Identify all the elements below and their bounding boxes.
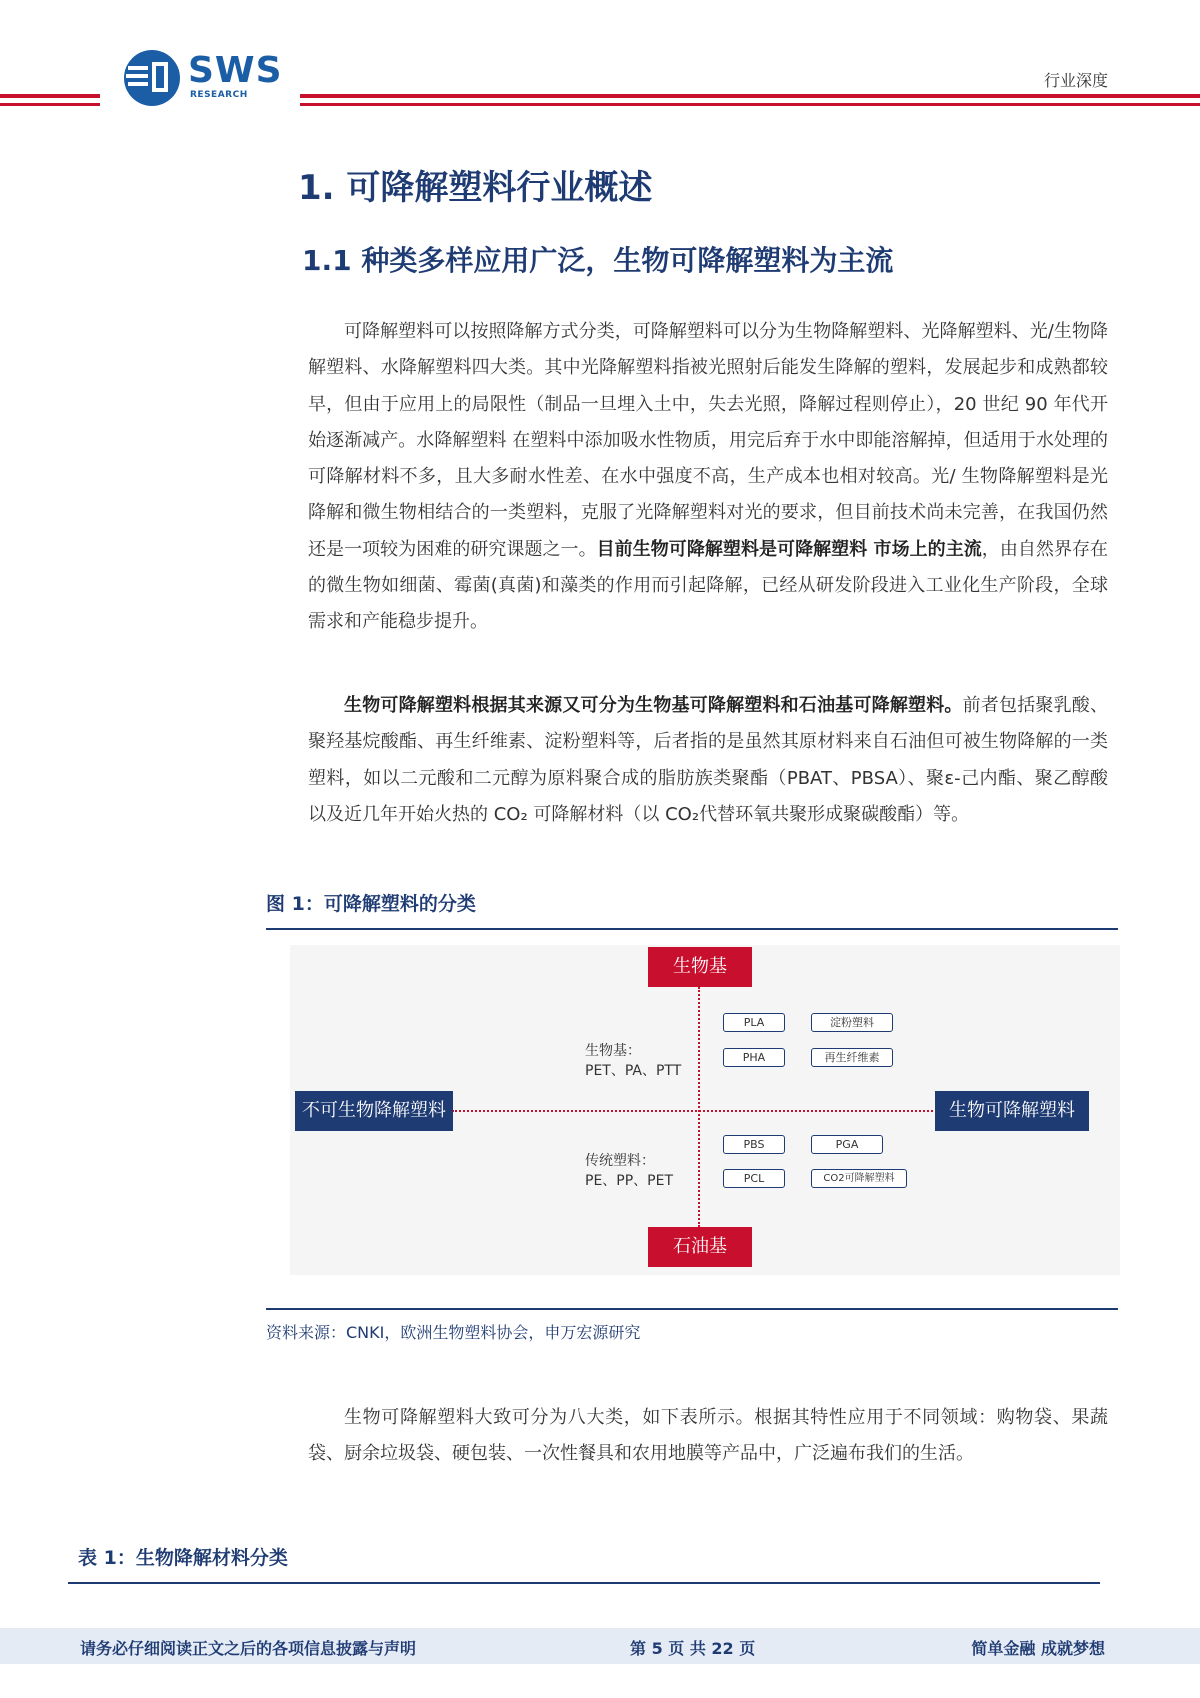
paragraph-3-text: 生物可降解塑料大致可分为八大类，如下表所示。根据其特性应用于不同领域：购物袋、果蔬袋、厨余垃圾袋、硬包装、一次性餐具和农用地膜等产品中，广泛遍布我们的生活。 bbox=[308, 1407, 1108, 1465]
box-pla: PLA bbox=[723, 1013, 785, 1032]
bio-based-title: 生物基： bbox=[585, 1043, 641, 1059]
footer-page-number: 第 5 页 共 22 页 bbox=[630, 1639, 756, 1658]
node-bio-based: 生物基 bbox=[648, 947, 752, 987]
traditional-title: 传统塑料： bbox=[585, 1153, 655, 1169]
figure-top-rule bbox=[266, 928, 1118, 930]
paragraph-2-bold: 生物可降解塑料根据其来源又可分为生物基可降解塑料和石油基可降解塑料。 bbox=[344, 695, 963, 716]
section-heading: 1. 可降解塑料行业概述 bbox=[298, 168, 653, 208]
header-rule-right bbox=[300, 94, 1200, 98]
bio-based-label bbox=[585, 1041, 681, 1081]
box-pha: PHA bbox=[723, 1048, 785, 1067]
figure-bottom-rule bbox=[266, 1308, 1118, 1310]
box-pcl: PCL bbox=[723, 1169, 785, 1188]
box-pga: PGA bbox=[811, 1135, 883, 1154]
logo-subtext: RESEARCH bbox=[190, 90, 248, 100]
paragraph-1-bold: 目前生物可降解塑料是可降解塑料 市场上的主流 bbox=[596, 538, 982, 560]
horizontal-axis bbox=[452, 1110, 948, 1112]
box-co2: CO2可降解塑料 bbox=[811, 1169, 907, 1188]
classification-diagram bbox=[290, 945, 1120, 1275]
page-footer bbox=[0, 1628, 1200, 1664]
box-pbs: PBS bbox=[723, 1135, 785, 1154]
box-cellulose: 再生纤维素 bbox=[811, 1048, 893, 1067]
node-biodegradable: 生物可降解塑料 bbox=[935, 1091, 1089, 1131]
paragraph-2-text: 前者包括聚乳酸、聚羟基烷酸酯、再生纤维素、淀粉塑料等，后者指的是虽然其原材料来自石油但可被生物降解的一类塑料，如以二元酸和二元醇为原料聚合成的脂肪族类聚酯（PBAT、PBSA）、聚ε-己内酯、聚乙醇酸以及近几年开始火热的 CO₂ 可降解材料（以 CO₂代替环氧共聚形成聚碳酸酯）等。 bbox=[308, 695, 1109, 825]
header-rule-left bbox=[0, 94, 100, 98]
report-type-tag: 行业深度 bbox=[1043, 71, 1108, 90]
table-title: 表 1：生物降解材料分类 bbox=[78, 1547, 288, 1569]
paragraph-3 bbox=[308, 1400, 1108, 1473]
sws-logo-icon bbox=[122, 48, 182, 108]
paragraph-1 bbox=[308, 314, 1108, 641]
box-starch: 淀粉塑料 bbox=[811, 1013, 893, 1032]
footer-disclaimer: 请务必仔细阅读正文之后的各项信息披露与声明 bbox=[80, 1639, 417, 1658]
figure-source: 资料来源：CNKI，欧洲生物塑料协会，申万宏源研究 bbox=[266, 1323, 641, 1342]
node-non-biodegradable: 不可生物降解塑料 bbox=[295, 1091, 453, 1131]
node-petroleum-based: 石油基 bbox=[648, 1227, 752, 1267]
traditional-label bbox=[585, 1151, 673, 1191]
paragraph-1-text-a: 可降解塑料可以按照降解方式分类，可降解塑料可以分为生物降解塑料、光降解塑料、光/生物降解塑料、水降解塑料四大类。其中光降解塑料指被光照射后能发生降解的塑料，发展起步和成熟都较早，但由于应用上的局限性（制品一旦埋入土中，失去光照，降解过程则停止），20 世纪 90 年代开始逐渐减产。水降解塑料 在塑料中添加吸水性物质，用完后弃于水中即能溶解掉，但适用于水处理的可降解材料不多，且大多耐水性差、在水中强度不高，生产成本也相对较高。光/ 生物降解塑料是光降解和微生物相结合的一类塑料，克服了光降解塑料对光的要求，但目前技术尚未完善，在我国仍然还是一项较为困难的研究课题之一。 bbox=[308, 321, 1108, 560]
bio-based-items: PET、PA、PTT bbox=[585, 1063, 682, 1079]
footer-slogan: 简单金融 成就梦想 bbox=[971, 1639, 1105, 1658]
header-rule-right-thin bbox=[300, 103, 1200, 106]
header-rule-left-thin bbox=[0, 103, 100, 106]
subsection-heading: 1.1 种类多样应用广泛，生物可降解塑料为主流 bbox=[302, 244, 894, 277]
paragraph-1-text-b: ，由自然界存在的微生物如细菌、霉菌(真菌)和藻类的作用而引起降解，已经从研发阶段进入工业化生产阶段，全球需求和产能稳步提升。 bbox=[308, 538, 1109, 633]
paragraph-2 bbox=[308, 688, 1108, 833]
table-top-rule bbox=[68, 1582, 1100, 1584]
figure-title: 图 1：可降解塑料的分类 bbox=[266, 893, 476, 915]
logo-text: SWS bbox=[188, 50, 283, 91]
traditional-items: PE、PP、PET bbox=[585, 1173, 674, 1189]
vertical-axis bbox=[698, 987, 700, 1227]
sws-logo bbox=[122, 48, 282, 110]
